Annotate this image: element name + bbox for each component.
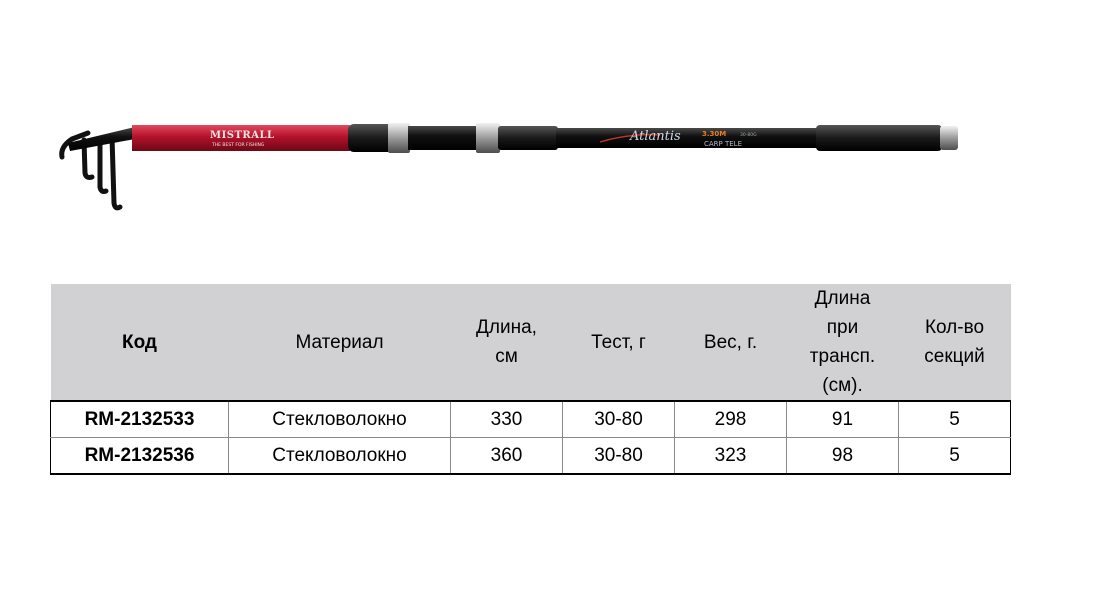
- svg-text:Atlantis: Atlantis: [630, 129, 681, 144]
- cell-sections: 5: [899, 401, 1011, 438]
- header-length: Длина, см: [451, 284, 563, 401]
- svg-text:30-80G: 30-80G: [740, 133, 757, 138]
- fishing-rod-image: [40, 95, 1030, 220]
- svg-text:3.30M: 3.30M: [702, 130, 727, 138]
- cell-test: 30-80: [563, 438, 675, 475]
- cell-length: 330: [451, 401, 563, 438]
- product-image: [40, 95, 1030, 220]
- svg-text:THE BEST FOR FISHING: THE BEST FOR FISHING: [212, 143, 265, 148]
- header-transport-length: Длина при трансп. (см).: [787, 284, 899, 401]
- header-code: Код: [51, 284, 229, 401]
- cell-transport-length: 98: [787, 438, 899, 475]
- cell-material: Стекловолокно: [229, 401, 451, 438]
- cell-code: RM-2132533: [51, 401, 229, 438]
- table-header-row: [51, 284, 1011, 401]
- cell-weight: 323: [675, 438, 787, 475]
- table-row: [51, 438, 1011, 475]
- cell-material: Стекловолокно: [229, 438, 451, 475]
- rod-black-section: [556, 128, 818, 148]
- header-material: Материал: [229, 284, 451, 401]
- rod-rear-grip: [816, 125, 942, 151]
- svg-text:CARP TELE: CARP TELE: [704, 140, 743, 148]
- header-weight: Вес, г.: [675, 284, 787, 401]
- cell-code: RM-2132536: [51, 438, 229, 475]
- header-sections: Кол-во секций: [899, 284, 1011, 401]
- header-test: Тест, г: [563, 284, 675, 401]
- table-row: [51, 401, 1011, 438]
- cell-length: 360: [451, 438, 563, 475]
- cell-test: 30-80: [563, 401, 675, 438]
- svg-text:MISTRALL: MISTRALL: [210, 130, 275, 141]
- cell-sections: 5: [899, 438, 1011, 475]
- cell-transport-length: 91: [787, 401, 899, 438]
- specifications-table: [50, 284, 1011, 475]
- cell-weight: 298: [675, 401, 787, 438]
